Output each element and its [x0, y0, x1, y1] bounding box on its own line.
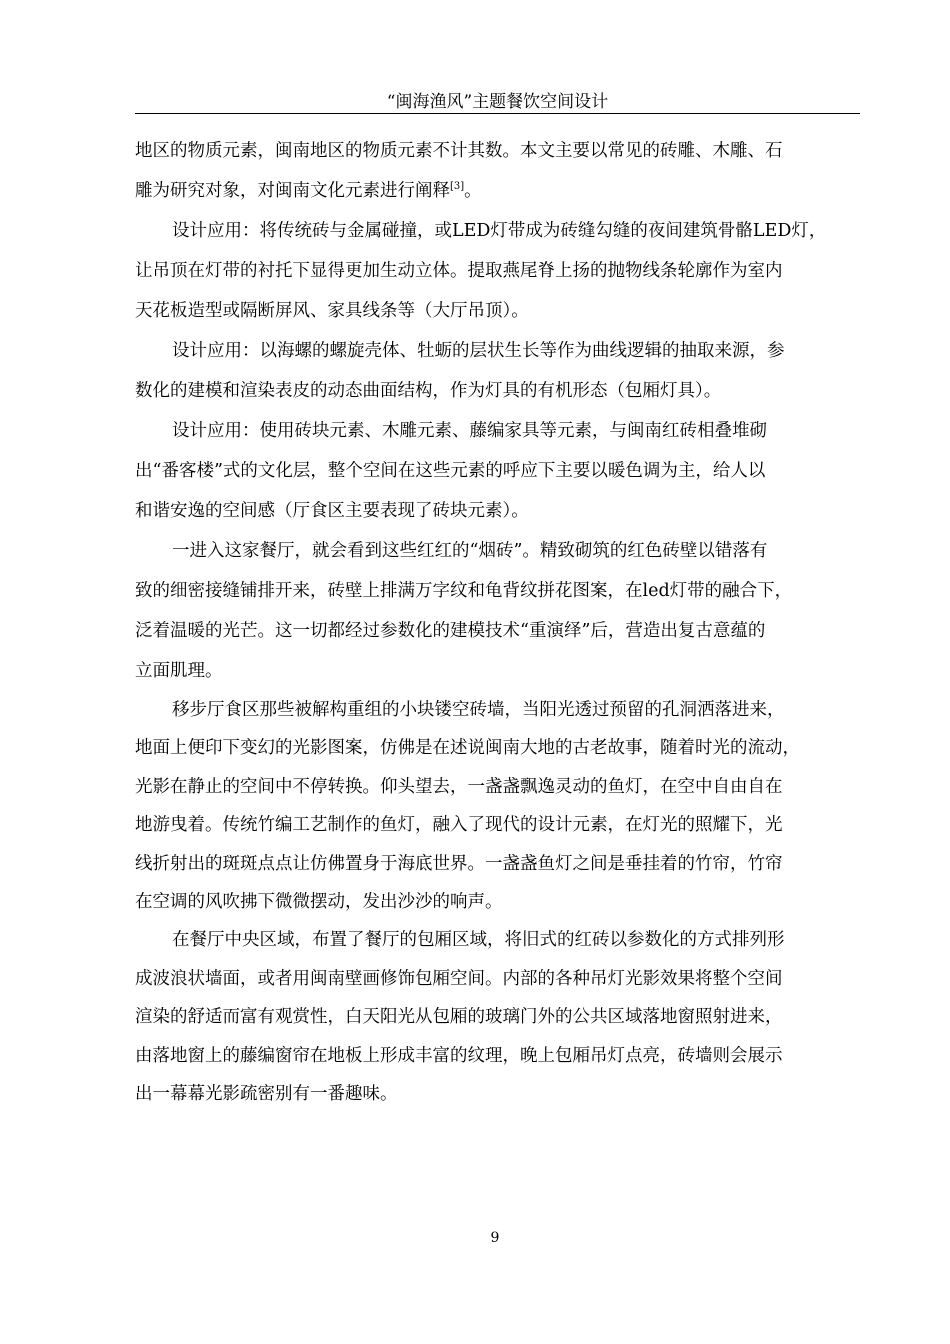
text-line: 致的细密接缝铺排开来，砖壁上排满万字纹和龟背纹拼花图案，在led灯带的融合下，: [135, 581, 793, 601]
text-line: 设计应用：使用砖块元素、木雕元素、藤编家具等元素，与闽南红砖相叠堆砌: [172, 421, 767, 441]
text-line: 雕为研究对象，对闽南文化元素进行阐释: [135, 181, 450, 201]
text-line: 地区的物质元素，闽南地区的物质元素不计其数。本文主要以常见的砖雕、木雕、石: [135, 141, 783, 161]
text-line: 出一幕幕光影疏密别有一番趣味。: [135, 1083, 398, 1104]
text-line: 设计应用：以海螺的螺旋壳体、牡蛎的层状生长等作为曲线逻辑的抽取来源，参: [172, 341, 785, 361]
text-line: 光影在静止的空间中不停转换。仰头望去，一盏盏飘逸灵动的鱼灯，在空中自由自在: [135, 776, 783, 797]
text-line: 一进入这家餐厅，就会看到这些红红的“烟砖”。精致砌筑的红色砖壁以错落有: [172, 541, 768, 561]
text-line: 设计应用：将传统砖与金属碰撞，或LED灯带成为砖缝勾缝的夜间建筑骨骼LED灯，: [172, 221, 827, 241]
citation-marker: [3]: [450, 181, 465, 192]
text-line: 移步厅食区那些被解构重组的小块镂空砖墙，当阳光透过预留的孔洞洒落进来，: [172, 700, 785, 720]
text-line: 地游曳着。传统竹编工艺制作的鱼灯，融入了现代的设计元素，在灯光的照耀下，光: [135, 815, 783, 836]
page-number: 9: [490, 1230, 500, 1246]
text-line: 天花板造型或隔断屏风、家具线条等（大厅吊顶）。: [135, 301, 529, 321]
text-line: 出“番客楼”式的文化层，整个空间在这些元素的呼应下主要以暖色调为主，给人以: [135, 461, 766, 481]
text-line: 地面上便印下变幻的光影图案，仿佛是在述说闽南大地的古老故事，随着时光的流动，: [135, 738, 800, 759]
header-divider: [135, 113, 860, 114]
text-line: 数化的建模和渲染表皮的动态曲面结构，作为灯具的有机形态（包厢灯具）。: [135, 381, 722, 401]
text-line: 让吊顶在灯带的衬托下显得更加生动立体。提取燕尾脊上扬的抛物线条轮廓作为室内: [135, 261, 783, 281]
page-header-title: “闽海渔风”主题餐饮空间设计: [386, 92, 609, 112]
text-line: 由落地窗上的藤编窗帘在地板上形成丰富的纹理，晚上包厢吊灯点亮，砖墙则会展示: [135, 1045, 783, 1066]
text-line: 泛着温暖的光芒。这一切都经过参数化的建模技术“重演绎”后，营造出复古意蕴的: [135, 621, 766, 641]
sentence-end-punctuation: 。: [464, 181, 482, 201]
body-text: [135, 131, 863, 1113]
text-line: 和谐安逸的空间感（厅食区主要表现了砖块元素）。: [135, 501, 529, 521]
text-line: 渲染的舒适而富有观赏性，白天阳光从包厢的玻璃门外的公共区域落地窗照射进来，: [135, 1007, 783, 1028]
text-line: 在空调的风吹拂下微微摆动，发出沙沙的响声。: [135, 891, 503, 912]
text-line: 线折射出的斑斑点点让仿佛置身于海底世界。一盏盏鱼灯之间是垂挂着的竹帘，竹帘: [135, 853, 783, 874]
text-line: 成波浪状墙面，或者用闽南壁画修饰包厢空间。内部的各种吊灯光影效果将整个空间: [135, 968, 783, 989]
text-line-with-citation: [135, 171, 863, 211]
text-line: 在餐厅中央区域，布置了餐厅的包厢区域，将旧式的红砖以参数化的方式排列形: [172, 930, 785, 951]
text-line: 立面肌理。: [135, 661, 223, 681]
